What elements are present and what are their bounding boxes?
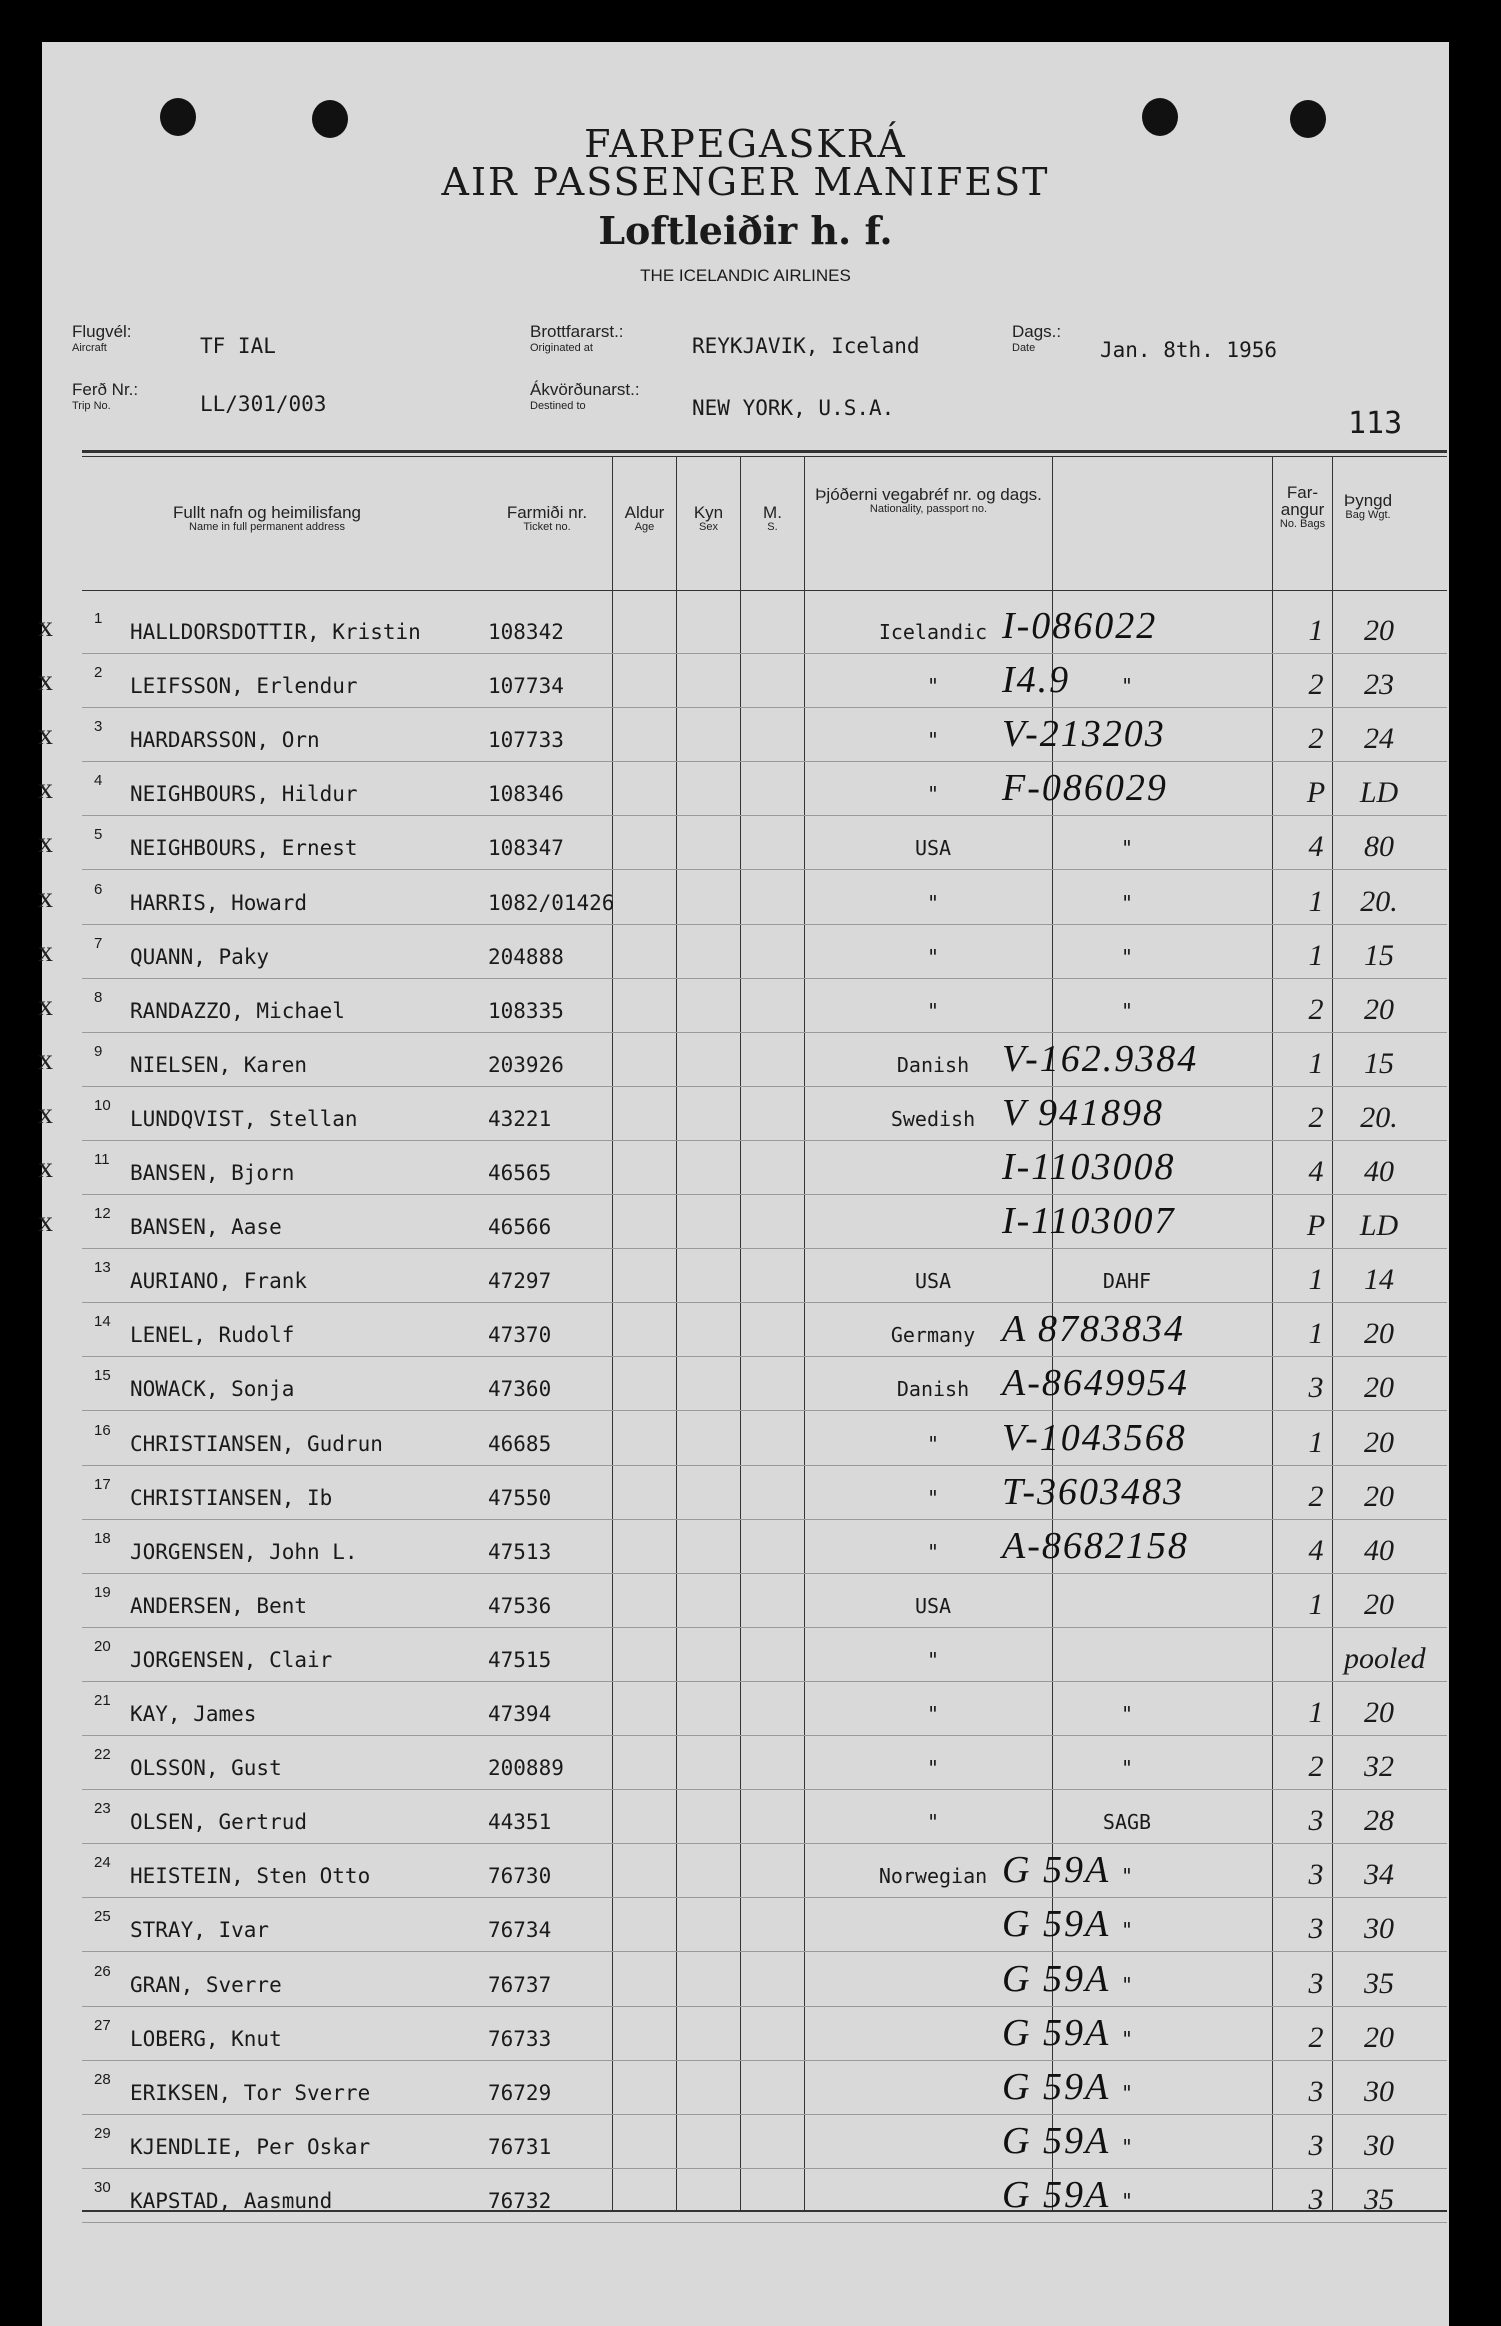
column-header-ticket: Farmiði nr. Ticket no.: [506, 503, 588, 533]
row-number: 17: [94, 1475, 111, 1493]
bag-count: 3: [1308, 1966, 1324, 2000]
row-number: 19: [94, 1583, 111, 1601]
bag-weight: 80: [1364, 830, 1394, 864]
bag-count: P: [1306, 1209, 1326, 1243]
bag-count: 2: [1308, 2020, 1324, 2054]
nationality: ": [926, 1702, 940, 1726]
passport-number: G 59A: [1002, 1903, 1111, 1946]
bag-weight: 20: [1364, 2020, 1394, 2054]
row-check-mark: x: [38, 772, 53, 806]
ticket-number: 76729: [488, 2080, 552, 2105]
table-row: [42, 1790, 1449, 1844]
table-row: [38, 654, 1449, 708]
passport-number: I-1103007: [1002, 1200, 1176, 1243]
nationality: ": [926, 674, 940, 699]
row-number: 8: [94, 988, 103, 1006]
row-number: 1: [94, 610, 103, 627]
bag-count: 3: [1308, 1371, 1324, 1405]
passport-number: G 59A: [1002, 1849, 1111, 1892]
ticket-number: 76732: [488, 2188, 552, 2213]
row-check-mark: x: [38, 1151, 53, 1184]
passenger-name: QUANN, Paky: [130, 944, 270, 969]
trip-label: Ferð Nr.: Trip No.: [72, 380, 139, 412]
nationality: USA: [914, 1269, 952, 1294]
row-number: 27: [94, 2016, 111, 2034]
bag-weight: 20: [1364, 1696, 1394, 1729]
bag-count: 2: [1308, 668, 1324, 702]
bag-weight: 24: [1364, 722, 1394, 756]
row-check-mark: x: [38, 826, 53, 860]
ticket-number: 107734: [488, 674, 564, 699]
remark: ": [1120, 998, 1134, 1023]
ticket-number: 76734: [488, 1918, 552, 1943]
nationality: Danish: [896, 1377, 970, 1402]
table-row: [42, 2169, 1449, 2223]
bag-count: 1: [1308, 1317, 1324, 1351]
origin-value: REYKJAVIK, Iceland: [692, 334, 920, 358]
ticket-number: 200889: [488, 1756, 564, 1781]
ticket-number: 46685: [488, 1431, 552, 1456]
passenger-name: OLSSON, Gust: [130, 1756, 282, 1781]
ticket-number: 108346: [488, 782, 564, 807]
remark: ": [1120, 1918, 1134, 1943]
remark: ": [1120, 1864, 1134, 1889]
row-number: 28: [94, 2070, 111, 2088]
passport-number: G 59A: [1002, 2119, 1111, 2162]
nationality: ": [926, 890, 940, 915]
passport-number: V-162.9384: [1002, 1037, 1199, 1080]
passport-number: I-086022: [1002, 605, 1158, 647]
bag-count: 3: [1308, 1912, 1324, 1946]
bag-weight: 15: [1364, 938, 1394, 972]
row-number: 20: [94, 1637, 111, 1655]
row-number: 29: [94, 2124, 111, 2142]
table-row: [38, 871, 1449, 925]
row-number: 24: [94, 1854, 111, 1872]
passport-number: G 59A: [1002, 2173, 1111, 2216]
ticket-number: 203926: [488, 1052, 564, 1077]
passenger-name: HEISTEIN, Sten Otto: [130, 1864, 371, 1889]
bag-count: 3: [1308, 1804, 1324, 1838]
passenger-name: BANSEN, Aase: [130, 1215, 282, 1240]
bag-count: 1: [1308, 884, 1324, 918]
destination-label: Ákvörðunarst.: Destined to: [530, 380, 640, 412]
row-check-mark: x: [38, 988, 53, 1022]
ticket-number: 46566: [488, 1215, 552, 1240]
nationality: ": [926, 1485, 940, 1510]
table-row: [42, 2061, 1449, 2115]
table-row: [38, 762, 1449, 816]
bag-count: 4: [1308, 1533, 1324, 1567]
ticket-number: 76733: [488, 2026, 552, 2051]
bag-weight: 20: [1364, 1371, 1394, 1405]
table-row: [38, 708, 1449, 762]
nationality: Norwegian: [878, 1864, 988, 1889]
passenger-name: NEIGHBOURS, Ernest: [130, 836, 358, 861]
bag-weight: 40: [1364, 1533, 1394, 1567]
row-check-mark: x: [38, 610, 53, 643]
remark: ": [1120, 890, 1134, 915]
ticket-number: 1082/01426: [488, 890, 615, 915]
bag-weight: 34: [1364, 1858, 1394, 1892]
passenger-name: KJENDLIE, Per Oskar: [130, 2134, 371, 2159]
airline-name: Loftleiðir h. f.: [598, 208, 893, 253]
nationality: ": [926, 1756, 940, 1781]
ticket-number: 108347: [488, 836, 564, 861]
nationality: ": [926, 1539, 940, 1564]
column-header-age: Aldur Age: [624, 503, 665, 533]
remark: ": [1120, 1972, 1134, 1997]
trip-value: LL/301/003: [200, 392, 327, 416]
nationality: ": [926, 944, 940, 969]
passenger-name: LOBERG, Knut: [130, 2026, 282, 2051]
bag-count: 1: [1308, 1425, 1324, 1459]
row-number: 14: [94, 1313, 111, 1331]
ticket-number: 47360: [488, 1377, 552, 1402]
table-row: [42, 1844, 1449, 1898]
table-row: [42, 1574, 1449, 1628]
title-english: AIR PASSENGER MANIFEST: [441, 160, 1050, 204]
ticket-number: 47394: [488, 1702, 552, 1726]
bag-count: 2: [1308, 992, 1324, 1026]
ticket-number: 76731: [488, 2134, 552, 2159]
passenger-name: CHRISTIANSEN, Gudrun: [130, 1431, 383, 1456]
ticket-number: 108335: [488, 998, 564, 1023]
passenger-name: JORGENSEN, Clair: [130, 1647, 333, 1672]
ticket-number: 47515: [488, 1647, 552, 1672]
passenger-name: KAPSTAD, Aasmund: [130, 2188, 333, 2213]
column-header-sex: Kyn Sex: [693, 503, 724, 533]
passenger-name: LEIFSSON, Erlendur: [130, 674, 358, 699]
date-value: Jan. 8th. 1956: [1100, 338, 1278, 362]
column-header-weight: Þyngd Bag Wgt.: [1343, 491, 1393, 521]
remark: ": [1120, 1702, 1134, 1726]
row-number: 22: [94, 1746, 111, 1764]
table-row: [38, 600, 1449, 654]
column-header-name: Fullt nafn og heimilisfang Name in full permanent address: [172, 503, 362, 533]
bag-weight: LD: [1359, 776, 1399, 810]
bag-weight: 30: [1364, 2128, 1394, 2162]
table-row: [42, 1466, 1449, 1520]
ticket-number: 204888: [488, 944, 564, 969]
table-row: [38, 1033, 1449, 1087]
airline-subtitle: THE ICELANDIC AIRLINES: [640, 266, 851, 285]
row-number: 21: [94, 1692, 111, 1709]
bag-weight: 20.: [1360, 884, 1398, 918]
row-check-mark: x: [38, 1042, 53, 1076]
row-number: 26: [94, 1962, 111, 1980]
bag-count: 2: [1308, 1479, 1324, 1513]
bag-weight: 30: [1364, 1912, 1394, 1946]
remark: DAHF: [1102, 1269, 1152, 1294]
table-row: [38, 1195, 1449, 1249]
ticket-number: 47370: [488, 1323, 552, 1348]
nationality: Germany: [890, 1323, 976, 1348]
ticket-number: 44351: [488, 1810, 552, 1835]
row-number: 6: [94, 880, 103, 898]
column-header-nationality: Þjóðerni vegabréf nr. og dags. Nationality, passport no.: [815, 485, 1042, 515]
passenger-name: STRAY, Ivar: [130, 1918, 270, 1943]
ticket-number: 108342: [488, 620, 564, 644]
passport-number: G 59A: [1002, 2065, 1111, 2108]
remark: ": [1120, 674, 1134, 699]
bag-weight: 20: [1364, 1587, 1394, 1621]
passenger-name: ANDERSEN, Bent: [130, 1593, 308, 1618]
passenger-name: GRAN, Sverre: [130, 1972, 282, 1997]
table-row: [42, 1303, 1449, 1357]
bag-weight: 35: [1364, 1966, 1394, 2000]
bag-count: 2: [1308, 1750, 1324, 1784]
ticket-number: 107733: [488, 728, 564, 753]
bag-weight: 20: [1364, 614, 1394, 647]
passenger-name: AURIANO, Frank: [130, 1269, 308, 1294]
ticket-number: 43221: [488, 1106, 552, 1131]
passport-number: I4.9: [1002, 659, 1071, 702]
bag-weight: pooled: [1344, 1641, 1426, 1675]
ticket-number: 47550: [488, 1485, 552, 1510]
bag-count: 3: [1308, 2128, 1324, 2162]
passport-number: V 941898: [1002, 1091, 1165, 1134]
aircraft-value: TF IAL: [200, 334, 276, 358]
row-check-mark: x: [38, 718, 53, 752]
row-number: 18: [94, 1529, 111, 1547]
nationality: ": [926, 998, 940, 1023]
row-number: 13: [94, 1259, 111, 1277]
table-header-rule: [82, 590, 1447, 591]
bag-count: 4: [1308, 830, 1324, 864]
ticket-number: 76737: [488, 1972, 552, 1997]
passenger-name: BANSEN, Bjorn: [130, 1161, 295, 1185]
row-number: 10: [94, 1096, 111, 1114]
bag-weight: LD: [1359, 1209, 1399, 1243]
bag-count: 2: [1308, 1100, 1324, 1134]
bag-weight: 32: [1364, 1750, 1394, 1784]
row-number: 4: [94, 772, 103, 790]
bag-weight: 15: [1364, 1046, 1394, 1080]
bag-weight: 23: [1364, 668, 1394, 702]
passenger-name: LUNDQVIST, Stellan: [130, 1106, 358, 1131]
passport-number: A-8649954: [1002, 1362, 1189, 1405]
row-check-mark: x: [38, 880, 53, 914]
passenger-name: RANDAZZO, Michael: [130, 998, 345, 1023]
nationality: ": [926, 1647, 940, 1672]
ticket-number: 47536: [488, 1593, 552, 1618]
ticket-number: 76730: [488, 1864, 552, 1889]
passenger-name: OLSEN, Gertrud: [130, 1810, 308, 1835]
bag-weight: 35: [1364, 2182, 1394, 2216]
bag-weight: 14: [1364, 1263, 1394, 1297]
row-check-mark: x: [38, 1096, 53, 1130]
bag-weight: 20.: [1360, 1100, 1398, 1134]
row-number: 2: [94, 664, 103, 682]
table-row: [42, 1736, 1449, 1790]
passenger-name: LENEL, Rudolf: [130, 1323, 295, 1348]
ticket-number: 46565: [488, 1161, 552, 1185]
row-number: 12: [94, 1205, 111, 1223]
title-icelandic: FARPEGASKRÁ: [584, 122, 907, 166]
destination-value: NEW YORK, U.S.A.: [692, 396, 895, 420]
passport-number: A-8682158: [1002, 1524, 1189, 1567]
passport-number: V-213203: [1002, 713, 1166, 756]
passport-number: V-1043568: [1002, 1416, 1187, 1459]
table-row: [42, 1628, 1449, 1682]
passport-number: A 8783834: [1002, 1308, 1186, 1351]
row-divider: [82, 2222, 1447, 2223]
manifest-page: [38, 42, 1449, 2326]
passport-number: G 59A: [1002, 1957, 1111, 2000]
row-number: 23: [94, 1800, 111, 1818]
table-row: [42, 2115, 1449, 2169]
table-row: [42, 1898, 1449, 1952]
row-number: 15: [94, 1367, 111, 1385]
date-label: Dags.: Date: [1012, 322, 1062, 354]
remark: ": [1120, 2080, 1134, 2105]
bag-count: 4: [1308, 1155, 1324, 1188]
table-row: [42, 1682, 1449, 1736]
nationality: USA: [914, 1593, 952, 1618]
remark: ": [1120, 2134, 1134, 2159]
bag-count: 2: [1308, 722, 1324, 756]
passport-number: G 59A: [1002, 2011, 1111, 2054]
row-check-mark: x: [38, 664, 53, 698]
bag-count: 1: [1308, 1263, 1324, 1297]
passport-number: T-3603483: [1002, 1470, 1184, 1513]
passenger-name: NOWACK, Sonja: [130, 1377, 295, 1402]
bag-count: 1: [1308, 1046, 1324, 1080]
nationality: ": [926, 782, 940, 807]
nationality: ": [926, 728, 940, 753]
bag-count: 1: [1308, 1587, 1324, 1621]
passport-number: I-1103008: [1002, 1146, 1176, 1188]
bag-count: 3: [1308, 1858, 1324, 1892]
ticket-number: 47297: [488, 1269, 552, 1294]
table-row: [42, 1357, 1449, 1411]
remark: ": [1120, 1756, 1134, 1781]
row-number: 3: [94, 718, 103, 736]
passenger-name: ERIKSEN, Tor Sverre: [130, 2080, 371, 2105]
table-top-rule: [82, 456, 1447, 457]
passenger-name: HALLDORSDOTTIR, Kristin: [130, 620, 421, 644]
table-row: [42, 1249, 1449, 1303]
bag-weight: 28: [1364, 1804, 1394, 1838]
table-top-rule: [82, 450, 1447, 453]
bag-count: 1: [1308, 938, 1324, 972]
table-row: [38, 816, 1449, 870]
bag-count: 3: [1308, 2182, 1324, 2216]
row-number: 9: [94, 1042, 103, 1060]
table-row: [38, 1087, 1449, 1141]
passenger-name: CHRISTIANSEN, Ib: [130, 1485, 333, 1510]
nationality: ": [926, 1431, 940, 1456]
row-check-mark: x: [38, 934, 53, 968]
bag-count: 3: [1308, 2074, 1324, 2108]
passport-number: F-086029: [1002, 767, 1168, 810]
bag-count: 1: [1308, 1696, 1324, 1729]
passenger-name: KAY, James: [130, 1702, 257, 1726]
remark: ": [1120, 944, 1134, 969]
row-number: 11: [94, 1151, 110, 1168]
bag-weight: 20: [1364, 1317, 1394, 1351]
nationality: ": [926, 1810, 940, 1835]
table-row: [42, 1953, 1449, 2007]
table-row: [42, 2007, 1449, 2061]
passenger-name: NIELSEN, Karen: [130, 1052, 308, 1077]
bag-weight: 40: [1364, 1155, 1394, 1188]
row-number: 16: [94, 1421, 111, 1439]
remark: SAGB: [1102, 1810, 1152, 1835]
table-row: [42, 1412, 1449, 1466]
passenger-name: NEIGHBOURS, Hildur: [130, 782, 358, 807]
nationality: Danish: [896, 1052, 970, 1077]
bag-count: P: [1306, 776, 1326, 810]
table-row: [38, 925, 1449, 979]
column-header-bags: Far- angur No. Bags: [1279, 483, 1326, 530]
passenger-name: HARDARSSON, Orn: [130, 728, 320, 753]
row-number: 5: [94, 826, 103, 844]
bag-weight: 20: [1364, 992, 1394, 1026]
page-number: 113: [1348, 406, 1403, 441]
passenger-name: HARRIS, Howard: [130, 890, 308, 915]
remark: ": [1120, 2188, 1134, 2213]
origin-label: Brottfararst.: Originated at: [530, 322, 624, 354]
bag-weight: 20: [1364, 1479, 1394, 1513]
row-number: 25: [94, 1908, 111, 1926]
column-header-ms: M. S.: [763, 503, 782, 533]
bag-weight: 20: [1364, 1425, 1394, 1459]
passenger-name: JORGENSEN, John L.: [130, 1539, 358, 1564]
nationality: Icelandic: [878, 620, 988, 644]
remark: ": [1120, 836, 1134, 861]
ticket-number: 47513: [488, 1539, 552, 1564]
bag-weight: 30: [1364, 2074, 1394, 2108]
row-check-mark: x: [38, 1205, 53, 1239]
nationality: Swedish: [890, 1106, 976, 1131]
bag-count: 1: [1308, 614, 1324, 647]
table-row: [38, 1141, 1449, 1195]
table-row: [38, 979, 1449, 1033]
table-row: [42, 1520, 1449, 1574]
aircraft-label: Flugvél: Aircraft: [72, 322, 132, 354]
row-number: 7: [94, 934, 103, 952]
remark: ": [1120, 2026, 1134, 2051]
row-number: 30: [94, 2178, 111, 2196]
nationality: USA: [914, 836, 952, 861]
